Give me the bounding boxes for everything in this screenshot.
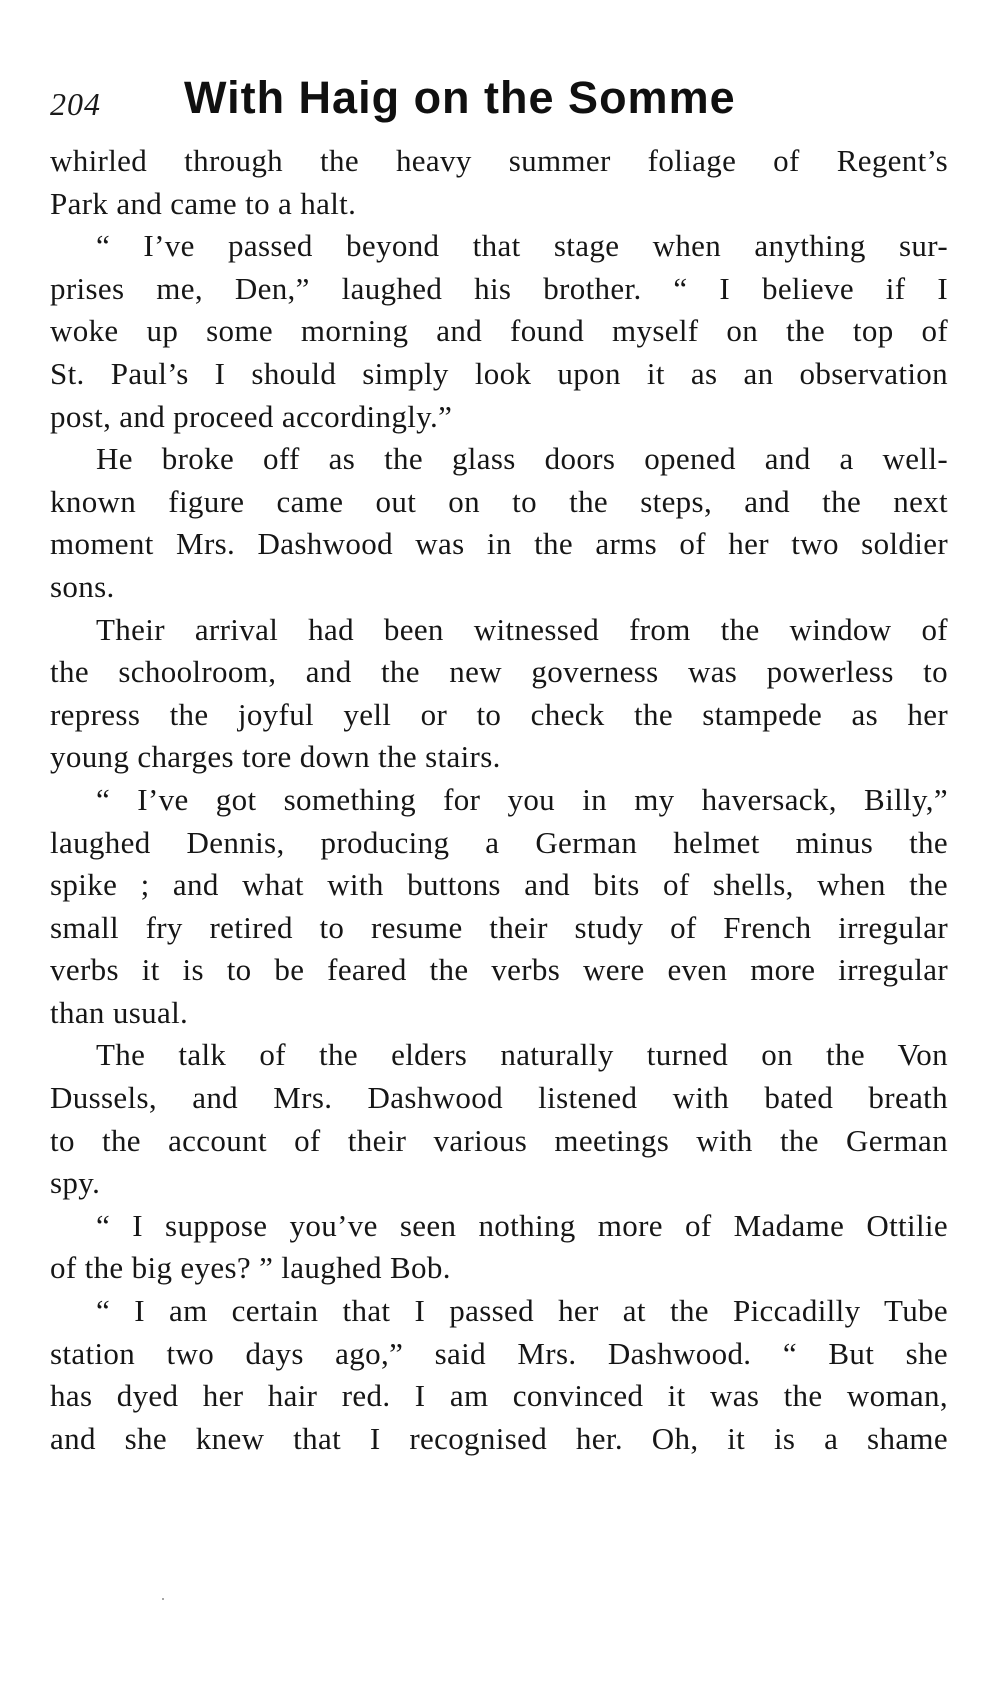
running-title: With Haig on the Somme [184, 72, 736, 123]
text-line: “ I suppose you’ve seen nothing more of Madame Ottilie [96, 1207, 948, 1243]
body-text [50, 140, 948, 1460]
text-line: spy. [50, 1165, 101, 1201]
text-line: sons. [50, 568, 115, 604]
text-line: station two days ago,” said Mrs. Dashwood. “ But she [50, 1335, 948, 1371]
text-line: He broke off as the glass doors opened and a well- [96, 441, 948, 477]
text-line: repress the joyful yell or to check the stampede as her [50, 696, 948, 732]
text-line: “ I am certain that I passed her at the Piccadilly Tube [96, 1293, 948, 1329]
text-line: prises me, Den,” laughed his brother. “ I believe if I [50, 270, 948, 306]
text-line: the schoolroom, and the new governess was powerless to [50, 654, 948, 690]
text-line: moment Mrs. Dashwood was in the arms of her two soldier [50, 526, 948, 562]
text-line: verbs it is to be feared the verbs were even more irregular [50, 952, 948, 988]
text-line: St. Paul’s I should simply look upon it as an observation [50, 355, 948, 391]
paper-speck [162, 1598, 164, 1600]
text-line: Dussels, and Mrs. Dashwood listened with bated breath [50, 1080, 948, 1116]
text-line: Their arrival had been witnessed from the window of [96, 611, 948, 647]
text-line: Park and came to a halt. [50, 185, 357, 221]
text-line: “ I’ve got something for you in my haversack, Billy,” [96, 781, 948, 817]
text-line: and she knew that I recognised her. Oh, it is a shame [50, 1420, 948, 1456]
text-line: known figure came out on to the steps, and the next [50, 483, 948, 519]
text-line: young charges tore down the stairs. [50, 739, 501, 775]
page-number: 204 [50, 86, 101, 122]
text-line: post, and proceed accordingly.” [50, 398, 453, 434]
text-line: “ I’ve passed beyond that stage when anything sur- [96, 228, 948, 264]
page-header [50, 72, 950, 132]
text-line: woke up some morning and found myself on the top of [50, 313, 948, 349]
text-line: than usual. [50, 994, 189, 1030]
text-line: to the account of their various meetings with the German [50, 1122, 948, 1158]
text-line: The talk of the elders naturally turned on the Von [96, 1037, 948, 1073]
text-line: has dyed her hair red. I am convinced it was the woman, [50, 1378, 948, 1414]
text-line: laughed Dennis, producing a German helmet minus the [50, 824, 948, 860]
text-line: whirled through the heavy summer foliage of Regent’s [50, 143, 948, 178]
text-line: of the big eyes? ” laughed Bob. [50, 1250, 451, 1286]
text-line: spike ; and what with buttons and bits of shells, when the [50, 867, 948, 903]
text-line: small fry retired to resume their study of French irregular [50, 909, 948, 945]
